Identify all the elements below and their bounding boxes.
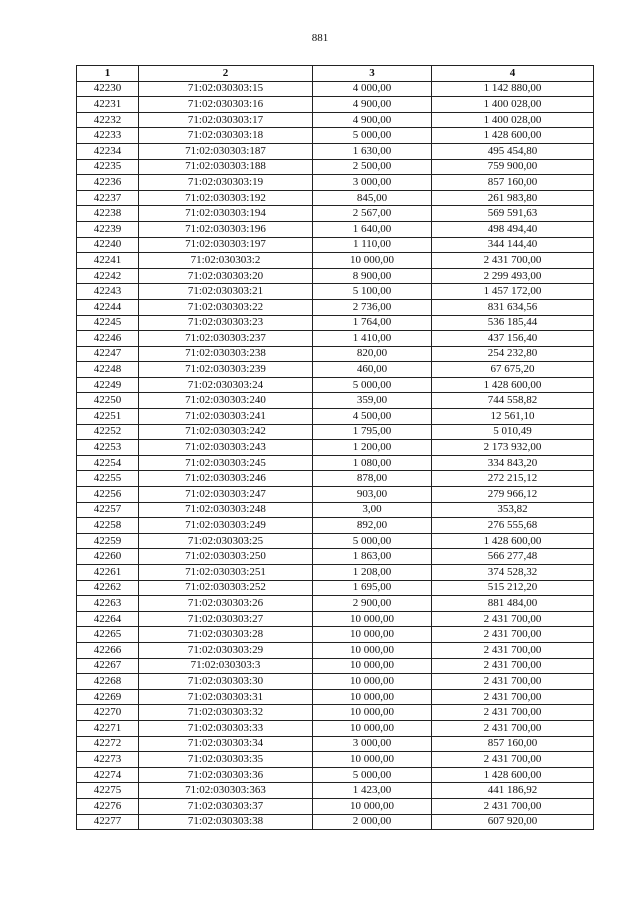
- cadastral-number-cell: 71:02:030303:240: [139, 393, 313, 409]
- area-cell: 8 900,00: [313, 268, 432, 284]
- table-row: [77, 783, 594, 799]
- area-cell: 5 000,00: [313, 377, 432, 393]
- cadastral-number-cell: 71:02:030303:28: [139, 627, 313, 643]
- cadastral-number-cell: 71:02:030303:187: [139, 143, 313, 159]
- row-number-cell: 42251: [77, 409, 139, 425]
- area-cell: 4 000,00: [313, 81, 432, 97]
- cadastral-number-cell: 71:02:030303:243: [139, 440, 313, 456]
- value-cell: 759 900,00: [432, 159, 594, 175]
- row-number-cell: 42267: [77, 658, 139, 674]
- area-cell: 1 208,00: [313, 565, 432, 581]
- cadastral-number-cell: 71:02:030303:363: [139, 783, 313, 799]
- value-cell: 2 431 700,00: [432, 674, 594, 690]
- table-row: [77, 752, 594, 768]
- cadastral-number-cell: 71:02:030303:23: [139, 315, 313, 331]
- table-row: [77, 471, 594, 487]
- value-cell: 1 400 028,00: [432, 97, 594, 113]
- row-number-cell: 42239: [77, 221, 139, 237]
- value-cell: 607 920,00: [432, 814, 594, 830]
- cadastral-number-cell: 71:02:030303:17: [139, 112, 313, 128]
- table-row: [77, 736, 594, 752]
- area-cell: 1 200,00: [313, 440, 432, 456]
- value-cell: 1 457 172,00: [432, 284, 594, 300]
- value-cell: 344 144,40: [432, 237, 594, 253]
- area-cell: 1 423,00: [313, 783, 432, 799]
- row-number-cell: 42241: [77, 253, 139, 269]
- area-cell: 5 000,00: [313, 128, 432, 144]
- table-row: [77, 455, 594, 471]
- value-cell: 2 431 700,00: [432, 752, 594, 768]
- area-cell: 3,00: [313, 502, 432, 518]
- value-cell: 2 299 493,00: [432, 268, 594, 284]
- row-number-cell: 42246: [77, 331, 139, 347]
- value-cell: 374 528,32: [432, 565, 594, 581]
- cadastral-number-cell: 71:02:030303:20: [139, 268, 313, 284]
- row-number-cell: 42273: [77, 752, 139, 768]
- row-number-cell: 42236: [77, 175, 139, 191]
- cadastral-number-cell: 71:02:030303:192: [139, 190, 313, 206]
- area-cell: 3 000,00: [313, 736, 432, 752]
- cadastral-number-cell: 71:02:030303:22: [139, 299, 313, 315]
- value-cell: 831 634,56: [432, 299, 594, 315]
- row-number-cell: 42258: [77, 518, 139, 534]
- cadastral-number-cell: 71:02:030303:251: [139, 565, 313, 581]
- cadastral-number-cell: 71:02:030303:35: [139, 752, 313, 768]
- cadastral-number-cell: 71:02:030303:239: [139, 362, 313, 378]
- table-row: [77, 377, 594, 393]
- table-row: [77, 299, 594, 315]
- column-header-2: 2: [139, 66, 313, 82]
- table-row: [77, 346, 594, 362]
- cadastral-number-cell: 71:02:030303:36: [139, 767, 313, 783]
- area-cell: 1 863,00: [313, 549, 432, 565]
- cadastral-number-cell: 71:02:030303:238: [139, 346, 313, 362]
- area-cell: 903,00: [313, 487, 432, 503]
- area-cell: 1 640,00: [313, 221, 432, 237]
- value-cell: 536 185,44: [432, 315, 594, 331]
- area-cell: 1 410,00: [313, 331, 432, 347]
- cadastral-number-cell: 71:02:030303:241: [139, 409, 313, 425]
- row-number-cell: 42250: [77, 393, 139, 409]
- cadastral-number-cell: 71:02:030303:26: [139, 596, 313, 612]
- cadastral-number-cell: 71:02:030303:197: [139, 237, 313, 253]
- value-cell: 254 232,80: [432, 346, 594, 362]
- table-row: [77, 81, 594, 97]
- table-row: [77, 720, 594, 736]
- area-cell: 1 080,00: [313, 455, 432, 471]
- area-cell: 10 000,00: [313, 674, 432, 690]
- cadastral-number-cell: 71:02:030303:247: [139, 487, 313, 503]
- row-number-cell: 42233: [77, 128, 139, 144]
- registry-table: [76, 65, 594, 830]
- area-cell: 4 900,00: [313, 112, 432, 128]
- area-cell: 10 000,00: [313, 705, 432, 721]
- row-number-cell: 42264: [77, 611, 139, 627]
- table-row: [77, 502, 594, 518]
- area-cell: 5 000,00: [313, 533, 432, 549]
- area-cell: 10 000,00: [313, 627, 432, 643]
- row-number-cell: 42270: [77, 705, 139, 721]
- table-row: [77, 798, 594, 814]
- row-number-cell: 42271: [77, 720, 139, 736]
- cadastral-number-cell: 71:02:030303:188: [139, 159, 313, 175]
- cadastral-number-cell: 71:02:030303:249: [139, 518, 313, 534]
- area-cell: 1 695,00: [313, 580, 432, 596]
- cadastral-number-cell: 71:02:030303:24: [139, 377, 313, 393]
- value-cell: 2 173 932,00: [432, 440, 594, 456]
- cadastral-number-cell: 71:02:030303:27: [139, 611, 313, 627]
- column-header-1: 1: [77, 66, 139, 82]
- table-row: [77, 268, 594, 284]
- table-row: [77, 237, 594, 253]
- table-row: [77, 596, 594, 612]
- row-number-cell: 42274: [77, 767, 139, 783]
- cadastral-number-cell: 71:02:030303:196: [139, 221, 313, 237]
- row-number-cell: 42249: [77, 377, 139, 393]
- row-number-cell: 42265: [77, 627, 139, 643]
- row-number-cell: 42243: [77, 284, 139, 300]
- area-cell: 10 000,00: [313, 720, 432, 736]
- row-number-cell: 42276: [77, 798, 139, 814]
- area-cell: 10 000,00: [313, 752, 432, 768]
- area-cell: 5 000,00: [313, 767, 432, 783]
- value-cell: 1 428 600,00: [432, 533, 594, 549]
- row-number-cell: 42238: [77, 206, 139, 222]
- value-cell: 334 843,20: [432, 455, 594, 471]
- row-number-cell: 42234: [77, 143, 139, 159]
- cadastral-number-cell: 71:02:030303:29: [139, 642, 313, 658]
- value-cell: 566 277,48: [432, 549, 594, 565]
- column-header-3: 3: [313, 66, 432, 82]
- value-cell: 5 010,49: [432, 424, 594, 440]
- value-cell: 2 431 700,00: [432, 611, 594, 627]
- row-number-cell: 42254: [77, 455, 139, 471]
- row-number-cell: 42247: [77, 346, 139, 362]
- table-row: [77, 814, 594, 830]
- table-header: [77, 66, 594, 82]
- value-cell: 353,82: [432, 502, 594, 518]
- table-row: [77, 112, 594, 128]
- cadastral-number-cell: 71:02:030303:19: [139, 175, 313, 191]
- row-number-cell: 42266: [77, 642, 139, 658]
- area-cell: 10 000,00: [313, 689, 432, 705]
- area-cell: 5 100,00: [313, 284, 432, 300]
- value-cell: 2 431 700,00: [432, 253, 594, 269]
- cadastral-number-cell: 71:02:030303:32: [139, 705, 313, 721]
- area-cell: 3 000,00: [313, 175, 432, 191]
- cadastral-number-cell: 71:02:030303:30: [139, 674, 313, 690]
- cadastral-number-cell: 71:02:030303:245: [139, 455, 313, 471]
- table-row: [77, 362, 594, 378]
- table-row: [77, 253, 594, 269]
- table-row: [77, 175, 594, 191]
- row-number-cell: 42272: [77, 736, 139, 752]
- page-number: 881: [311, 32, 329, 44]
- area-cell: 359,00: [313, 393, 432, 409]
- area-cell: 10 000,00: [313, 798, 432, 814]
- value-cell: 2 431 700,00: [432, 720, 594, 736]
- area-cell: 10 000,00: [313, 658, 432, 674]
- table-row: [77, 331, 594, 347]
- table-row: [77, 393, 594, 409]
- area-cell: 1 764,00: [313, 315, 432, 331]
- area-cell: 2 900,00: [313, 596, 432, 612]
- cadastral-number-cell: 71:02:030303:252: [139, 580, 313, 596]
- value-cell: 1 428 600,00: [432, 128, 594, 144]
- value-cell: 857 160,00: [432, 736, 594, 752]
- cadastral-number-cell: 71:02:030303:242: [139, 424, 313, 440]
- cadastral-number-cell: 71:02:030303:33: [139, 720, 313, 736]
- value-cell: 1 142 880,00: [432, 81, 594, 97]
- value-cell: 1 400 028,00: [432, 112, 594, 128]
- table-row: [77, 190, 594, 206]
- value-cell: 279 966,12: [432, 487, 594, 503]
- row-number-cell: 42231: [77, 97, 139, 113]
- value-cell: 437 156,40: [432, 331, 594, 347]
- row-number-cell: 42257: [77, 502, 139, 518]
- value-cell: 441 186,92: [432, 783, 594, 799]
- table-row: [77, 159, 594, 175]
- row-number-cell: 42269: [77, 689, 139, 705]
- area-cell: 845,00: [313, 190, 432, 206]
- table-row: [77, 440, 594, 456]
- area-cell: 892,00: [313, 518, 432, 534]
- area-cell: 2 736,00: [313, 299, 432, 315]
- area-cell: 10 000,00: [313, 253, 432, 269]
- row-number-cell: 42248: [77, 362, 139, 378]
- row-number-cell: 42262: [77, 580, 139, 596]
- cadastral-number-cell: 71:02:030303:3: [139, 658, 313, 674]
- area-cell: 1 795,00: [313, 424, 432, 440]
- row-number-cell: 42277: [77, 814, 139, 830]
- area-cell: 4 900,00: [313, 97, 432, 113]
- row-number-cell: 42263: [77, 596, 139, 612]
- cadastral-number-cell: 71:02:030303:31: [139, 689, 313, 705]
- table-row: [77, 487, 594, 503]
- row-number-cell: 42244: [77, 299, 139, 315]
- row-number-cell: 42242: [77, 268, 139, 284]
- cadastral-number-cell: 71:02:030303:248: [139, 502, 313, 518]
- table-row: [77, 315, 594, 331]
- row-number-cell: 42232: [77, 112, 139, 128]
- area-cell: 10 000,00: [313, 642, 432, 658]
- value-cell: 857 160,00: [432, 175, 594, 191]
- area-cell: 4 500,00: [313, 409, 432, 425]
- value-cell: 12 561,10: [432, 409, 594, 425]
- cadastral-number-cell: 71:02:030303:250: [139, 549, 313, 565]
- area-cell: 820,00: [313, 346, 432, 362]
- value-cell: 569 591,63: [432, 206, 594, 222]
- area-cell: 878,00: [313, 471, 432, 487]
- value-cell: 495 454,80: [432, 143, 594, 159]
- row-number-cell: 42252: [77, 424, 139, 440]
- cadastral-number-cell: 71:02:030303:18: [139, 128, 313, 144]
- cadastral-number-cell: 71:02:030303:37: [139, 798, 313, 814]
- value-cell: 2 431 700,00: [432, 798, 594, 814]
- area-cell: 1 110,00: [313, 237, 432, 253]
- value-cell: 67 675,20: [432, 362, 594, 378]
- value-cell: 2 431 700,00: [432, 705, 594, 721]
- row-number-cell: 42255: [77, 471, 139, 487]
- table-row: [77, 674, 594, 690]
- row-number-cell: 42261: [77, 565, 139, 581]
- row-number-cell: 42260: [77, 549, 139, 565]
- row-number-cell: 42237: [77, 190, 139, 206]
- table-row: [77, 533, 594, 549]
- value-cell: 2 431 700,00: [432, 658, 594, 674]
- cadastral-number-cell: 71:02:030303:25: [139, 533, 313, 549]
- cadastral-number-cell: 71:02:030303:15: [139, 81, 313, 97]
- table-row: [77, 97, 594, 113]
- column-header-4: 4: [432, 66, 594, 82]
- area-cell: 460,00: [313, 362, 432, 378]
- value-cell: 881 484,00: [432, 596, 594, 612]
- value-cell: 1 428 600,00: [432, 767, 594, 783]
- cadastral-number-cell: 71:02:030303:34: [139, 736, 313, 752]
- table-row: [77, 642, 594, 658]
- table-row: [77, 221, 594, 237]
- value-cell: 2 431 700,00: [432, 627, 594, 643]
- area-cell: 2 500,00: [313, 159, 432, 175]
- table-row: [77, 284, 594, 300]
- row-number-cell: 42253: [77, 440, 139, 456]
- area-cell: 1 630,00: [313, 143, 432, 159]
- area-cell: 2 567,00: [313, 206, 432, 222]
- row-number-cell: 42259: [77, 533, 139, 549]
- table-row: [77, 409, 594, 425]
- table-row: [77, 143, 594, 159]
- row-number-cell: 42256: [77, 487, 139, 503]
- table-row: [77, 705, 594, 721]
- cadastral-number-cell: 71:02:030303:194: [139, 206, 313, 222]
- table-row: [77, 565, 594, 581]
- table-row: [77, 206, 594, 222]
- table-row: [77, 580, 594, 596]
- table-row: [77, 128, 594, 144]
- cadastral-number-cell: 71:02:030303:16: [139, 97, 313, 113]
- row-number-cell: 42240: [77, 237, 139, 253]
- cadastral-number-cell: 71:02:030303:237: [139, 331, 313, 347]
- table-row: [77, 767, 594, 783]
- value-cell: 2 431 700,00: [432, 689, 594, 705]
- area-cell: 10 000,00: [313, 611, 432, 627]
- cadastral-number-cell: 71:02:030303:2: [139, 253, 313, 269]
- table-row: [77, 518, 594, 534]
- row-number-cell: 42230: [77, 81, 139, 97]
- row-number-cell: 42268: [77, 674, 139, 690]
- header-row: [77, 66, 594, 82]
- value-cell: 1 428 600,00: [432, 377, 594, 393]
- table-row: [77, 627, 594, 643]
- area-cell: 2 000,00: [313, 814, 432, 830]
- table-row: [77, 424, 594, 440]
- row-number-cell: 42245: [77, 315, 139, 331]
- table-row: [77, 611, 594, 627]
- cadastral-number-cell: 71:02:030303:38: [139, 814, 313, 830]
- value-cell: 2 431 700,00: [432, 642, 594, 658]
- cadastral-number-cell: 71:02:030303:246: [139, 471, 313, 487]
- table-row: [77, 549, 594, 565]
- value-cell: 261 983,80: [432, 190, 594, 206]
- table-body: [77, 81, 594, 830]
- value-cell: 276 555,68: [432, 518, 594, 534]
- value-cell: 515 212,20: [432, 580, 594, 596]
- row-number-cell: 42235: [77, 159, 139, 175]
- table-row: [77, 689, 594, 705]
- value-cell: 272 215,12: [432, 471, 594, 487]
- value-cell: 498 494,40: [432, 221, 594, 237]
- cadastral-number-cell: 71:02:030303:21: [139, 284, 313, 300]
- value-cell: 744 558,82: [432, 393, 594, 409]
- row-number-cell: 42275: [77, 783, 139, 799]
- table-row: [77, 658, 594, 674]
